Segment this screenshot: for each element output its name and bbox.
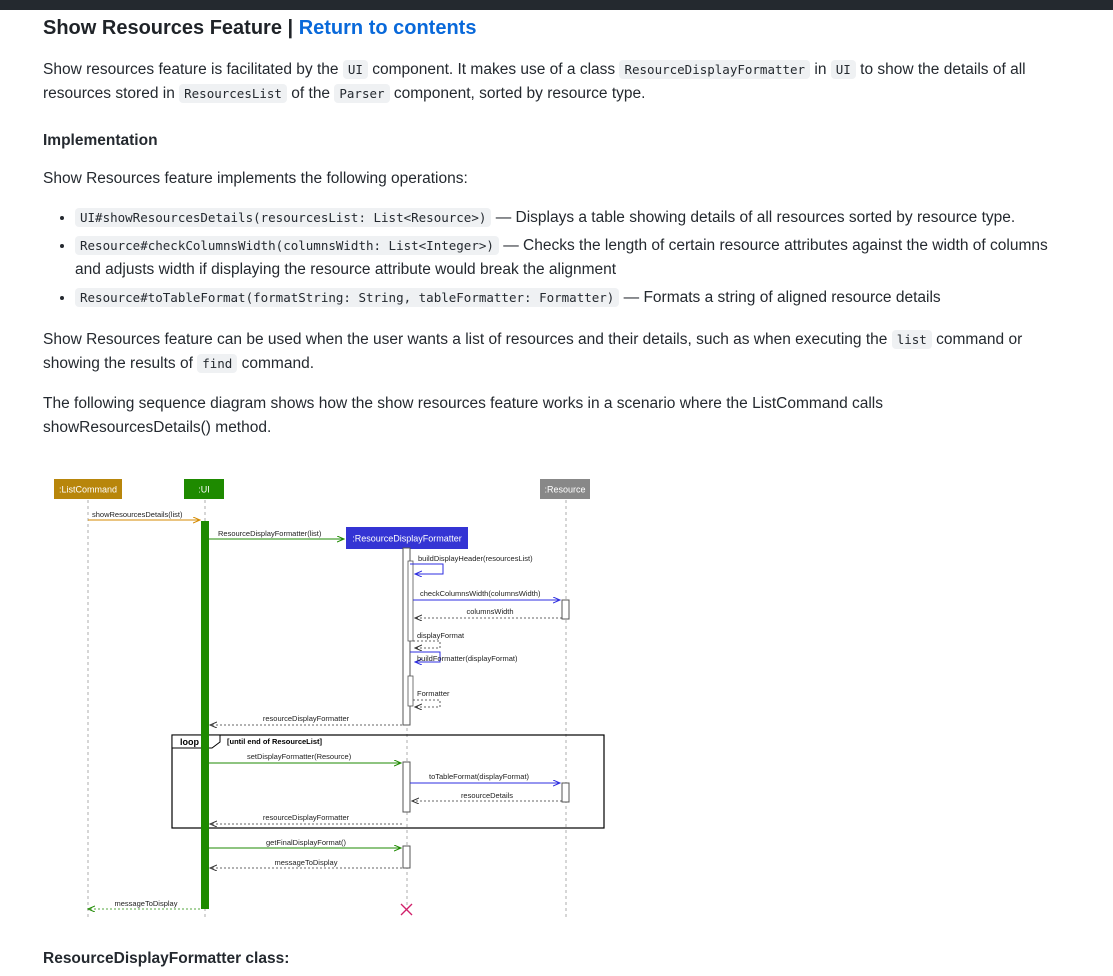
loop-label: loop	[180, 737, 199, 747]
intro-text-6: component, sorted by resource type.	[389, 85, 646, 102]
destroy-marker-icon	[401, 904, 412, 915]
page-title	[43, 14, 1053, 42]
intro-text-2: component. It makes use of a class	[367, 61, 620, 78]
msg-resource-details: resourceDetails	[460, 791, 514, 800]
list-item	[75, 206, 1053, 230]
arrow-display-format	[413, 641, 440, 648]
implementation-heading: Implementation	[43, 132, 158, 149]
participant-resource-label: :Resource	[544, 484, 586, 495]
diagram-intro-paragraph: The following sequence diagram shows how the show resources feature works in a scenario where the ListCommand calls showResourcesDetails() method.	[43, 395, 883, 436]
code-find: find	[197, 354, 237, 373]
usage-text-1: Show Resources feature can be used when the user wants a list of resources and their details, such as when executing the	[43, 331, 892, 348]
intro-text-1: Show resources feature is facilitated by the	[43, 61, 343, 78]
msg-resource-display-formatter-2: resourceDisplayFormatter	[262, 813, 350, 822]
formatter-activation-bar-2	[403, 762, 410, 812]
operation-code: Resource#toTableFormat(formatString: String, tableFormatter: Formatter)	[75, 288, 619, 307]
resource-activation-bar-1	[562, 600, 569, 619]
code-resource-display-formatter: ResourceDisplayFormatter	[619, 60, 810, 79]
operation-code: Resource#checkColumnsWidth(columnsWidth: List<Integer>)	[75, 236, 499, 255]
formatter-nested-bar-1	[408, 561, 413, 641]
usage-paragraph	[43, 328, 1053, 376]
operation-desc: — Displays a table showing details of all resources sorted by resource type.	[491, 209, 1016, 226]
msg-create-formatter: ResourceDisplayFormatter(list)	[218, 529, 322, 538]
top-bar	[0, 0, 1113, 10]
arrow-formatter-return	[413, 700, 440, 707]
usage-text-3: command.	[237, 355, 315, 372]
code-parser: Parser	[334, 84, 389, 103]
formatter-activation-bar-3	[403, 846, 410, 868]
list-item	[75, 286, 1053, 310]
code-ui-2: UI	[831, 60, 856, 79]
ui-activation-bar	[201, 521, 209, 909]
usage-text-2: command or showing the results of	[43, 331, 1023, 372]
document-content	[43, 14, 1053, 440]
msg-message-to-display-1: messageToDisplay	[274, 858, 338, 867]
participant-list-command-label: :ListCommand	[58, 484, 118, 495]
code-list: list	[892, 330, 932, 349]
msg-build-display-header: buildDisplayHeader(resourcesList)	[418, 554, 533, 563]
intro-paragraph	[43, 58, 1053, 106]
msg-show-resources-details: showResourcesDetails(list)	[92, 510, 183, 519]
msg-display-format: displayFormat	[417, 631, 465, 640]
participant-ui-label: :UI	[198, 484, 210, 495]
sequence-diagram	[50, 476, 610, 922]
title-text: Show Resources Feature |	[43, 17, 299, 39]
intro-text-5: of the	[286, 85, 335, 102]
arrow-build-display-header	[410, 564, 443, 574]
msg-check-columns-width: checkColumnsWidth(columnsWidth)	[420, 589, 541, 598]
msg-columns-width-return: columnsWidth	[466, 607, 514, 616]
list-item	[75, 234, 1053, 282]
msg-build-formatter: buildFormatter(displayFormat)	[417, 654, 518, 663]
operations-list	[43, 206, 1053, 310]
code-resources-list: ResourcesList	[179, 84, 287, 103]
resource-activation-bar-2	[562, 783, 569, 802]
participant-formatter-label: :ResourceDisplayFormatter	[352, 533, 462, 544]
return-to-contents-link[interactable]: Return to contents	[298, 17, 477, 39]
loop-frame	[172, 735, 604, 828]
msg-get-final-display-format: getFinalDisplayFormat()	[265, 838, 347, 847]
operation-code: UI#showResourcesDetails(resourcesList: List<Resource>)	[75, 208, 491, 227]
formatter-nested-bar-2	[408, 676, 413, 706]
code-ui: UI	[343, 60, 368, 79]
msg-resource-display-formatter-1: resourceDisplayFormatter	[262, 714, 350, 723]
operation-desc: — Formats a string of aligned resource details	[619, 289, 941, 306]
msg-set-display-formatter: setDisplayFormatter(Resource)	[247, 752, 352, 761]
loop-guard: [until end of ResourceList]	[227, 737, 323, 746]
operation-desc: — Checks the length of certain resource attributes against the width of columns and adjusts width if displaying the resource attribute would break the alignment	[75, 237, 1048, 278]
section-heading-formatter-class: ResourceDisplayFormatter class:	[43, 950, 290, 967]
implementation-lead: Show Resources feature implements the following operations:	[43, 170, 468, 187]
intro-text-3: in	[810, 61, 831, 78]
msg-formatter-return: Formatter	[417, 689, 450, 698]
msg-to-table-format: toTableFormat(displayFormat)	[429, 772, 530, 781]
msg-message-to-display-2: messageToDisplay	[114, 899, 178, 908]
intro-text-4: to show the details of all resources stored in	[43, 61, 1026, 102]
